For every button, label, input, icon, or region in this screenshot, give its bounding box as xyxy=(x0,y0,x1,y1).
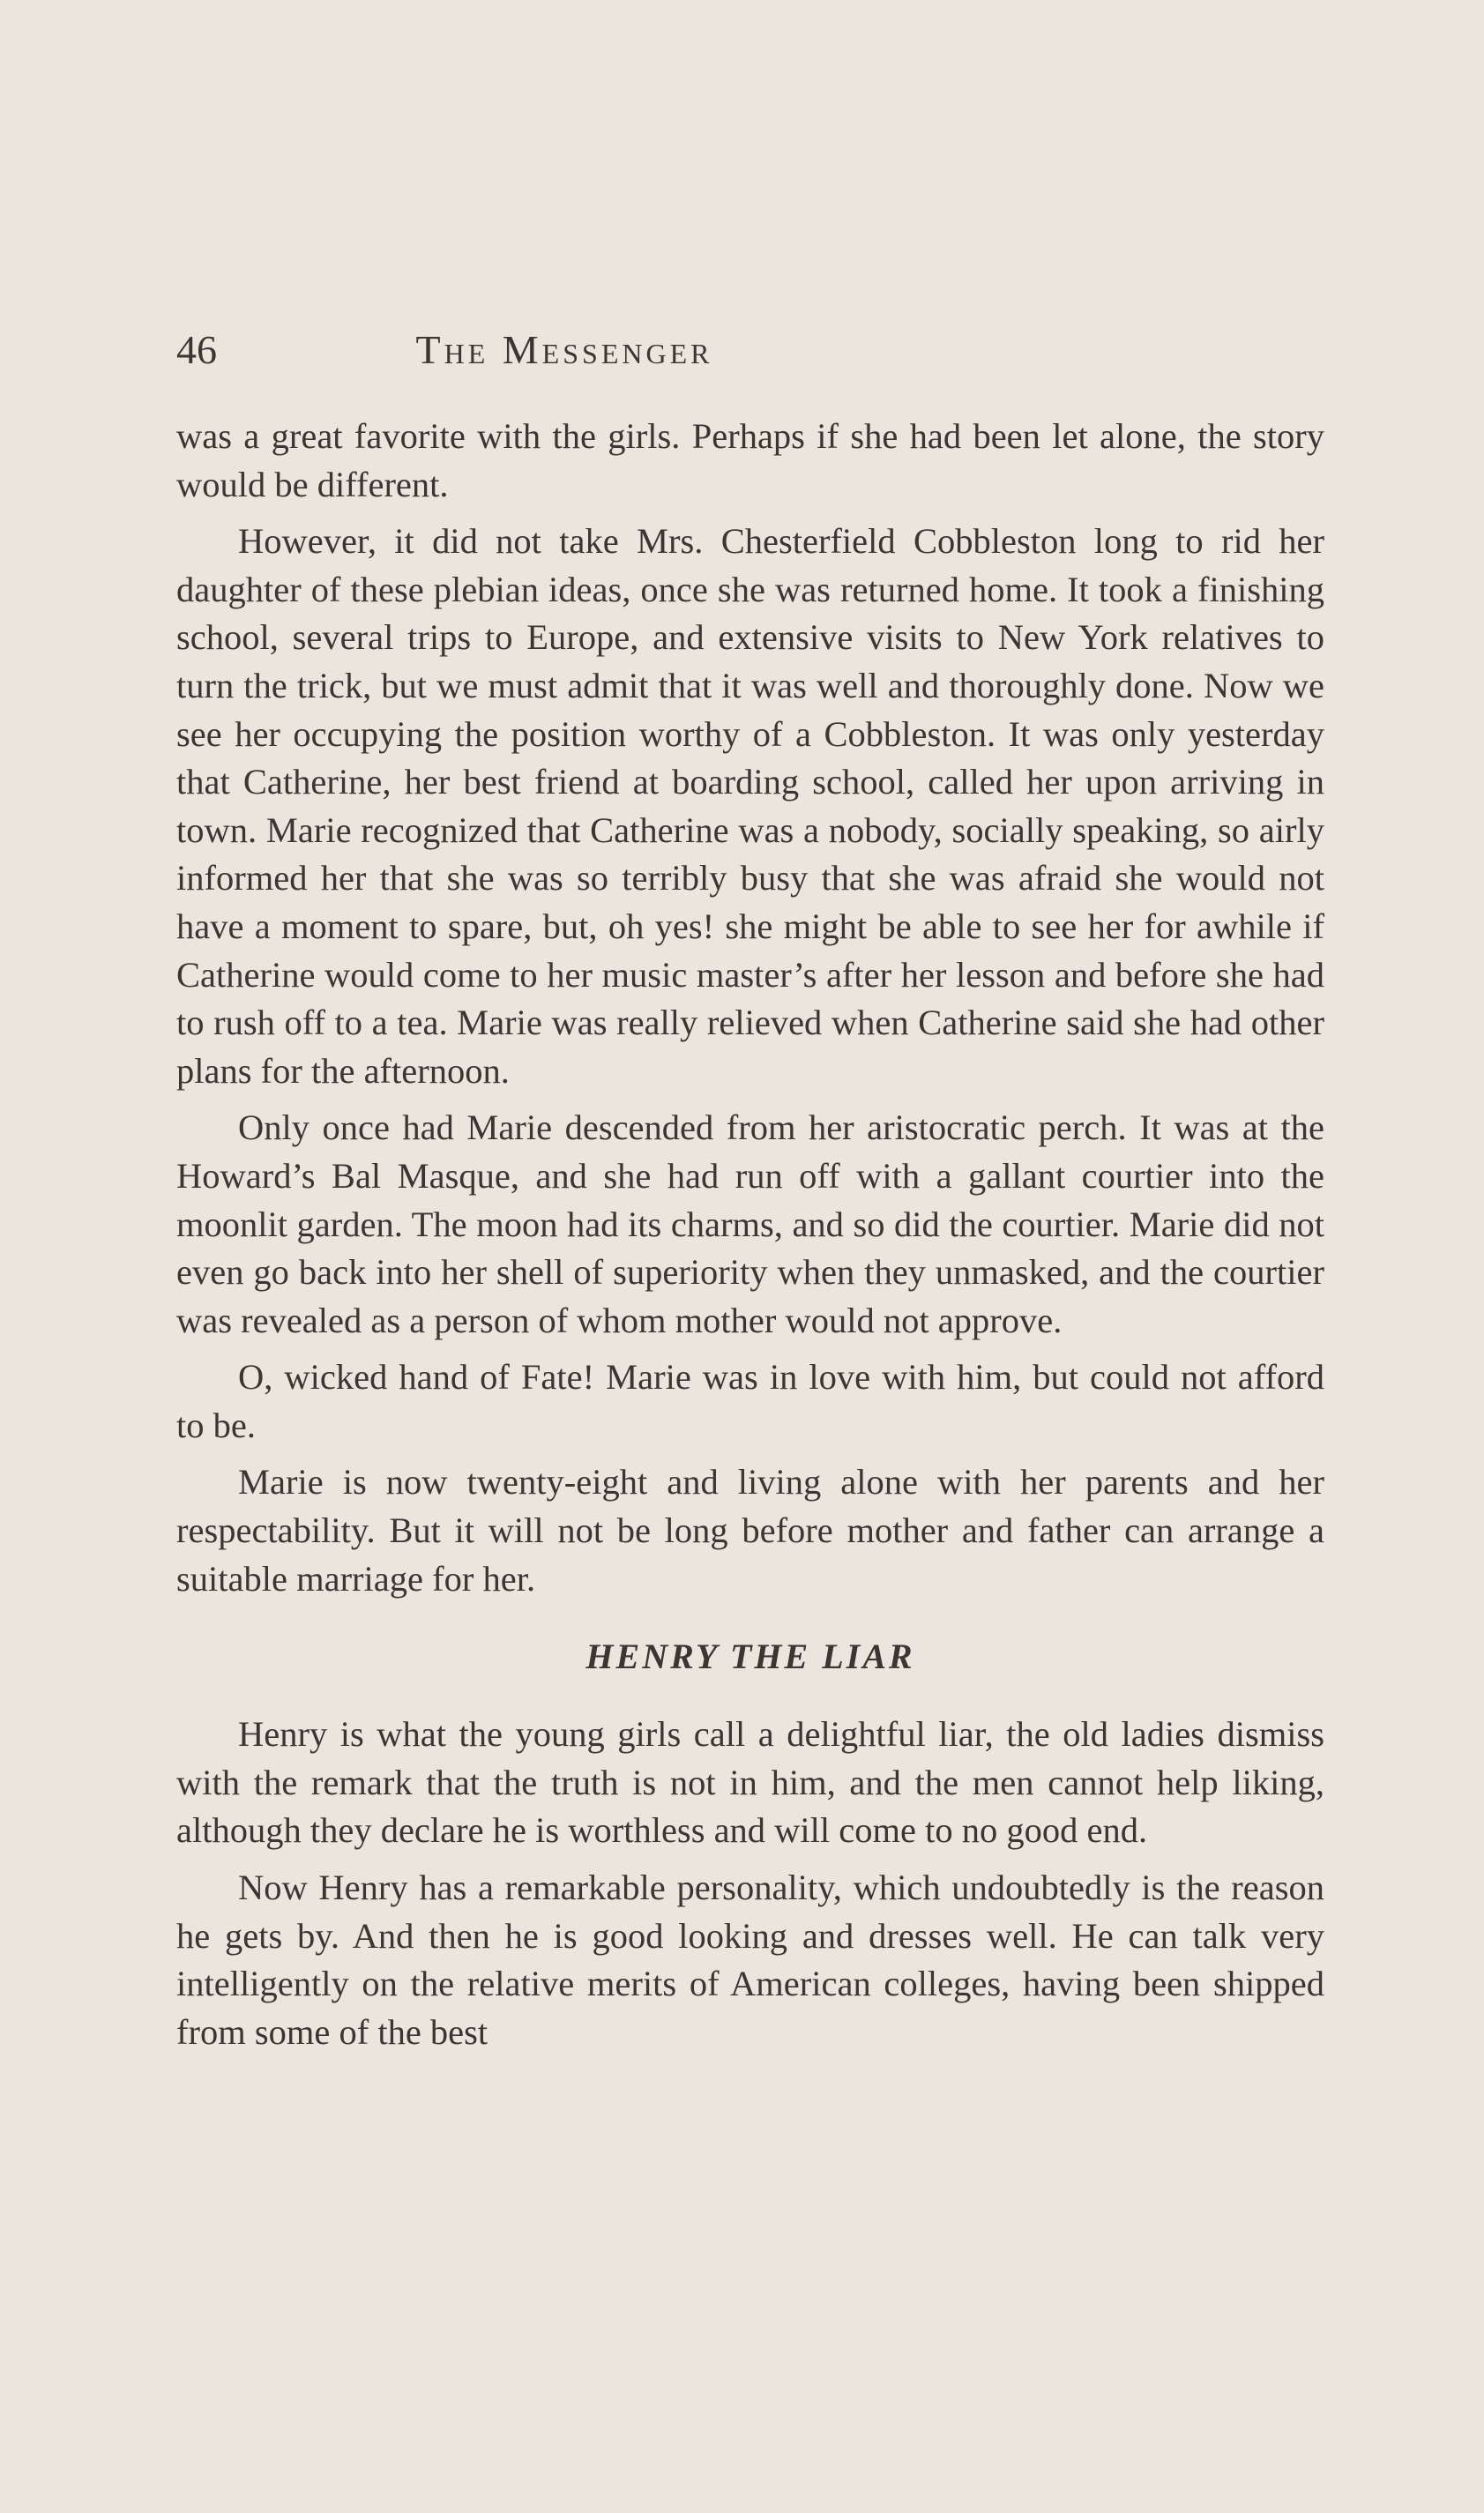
paragraph: Now Henry has a remarkable personality, which undoubtedly is the reason he gets by. And then he is good looking and dresses well. He can talk very intelligently on the relative merits of American colleges, having been shipped from some of the best xyxy=(176,1868,1324,2052)
section-title: HENRY THE LIAR xyxy=(585,1637,915,1677)
paragraph: However, it did not take Mrs. Chesterfield Cobbleston long to rid her daughter of these plebian ideas, once she was returned home. It took a finishing school, several trips to Europe, and extensive visits to New York relatives to turn the trick, but we must admit that it was well and thoroughly done. Now we see her occupying the position worthy of a Cobbleston. It was only yesterday that Catherine, her best friend at boarding school, called her upon arriving in town. Marie recognized that Catherine was a nobody, socially speaking, so airly informed her that she was so terribly busy that she was afraid she would not have a moment to spare, but, oh yes! she might be able to see her for awhile if Catherine would come to her music master’s after her lesson and before she had to rush off to a tea. Marie was really relieved when Catherine said she had other plans for the afternoon. xyxy=(176,521,1324,1091)
running-head xyxy=(176,319,952,381)
paragraph: Only once had Marie descended from her aristocratic perch. It was at the Howard’s Bal Masque, and she had run off with a gallant courtier into the moonlit garden. The moon had its charms, and so did the courtier. Marie did not even go back into her shell of superiority when they unmasked, and the courtier was revealed as a person of whom mother would not approve. xyxy=(176,1107,1324,1340)
paragraph: Marie is now twenty-eight and living alone with her parents and her respectability. But it will not be long before mother and father can arrange a suitable marriage for her. xyxy=(176,1462,1324,1599)
paragraph-continuation: was a great favorite with the girls. Perhaps if she had been let alone, the story would be different. xyxy=(176,416,1324,504)
paragraph: Henry is what the young girls call a delightful liar, the old ladies dismiss with the remark that the truth is not in him, and the men cannot help liking, although they declare he is worthless and will come to no good end. xyxy=(176,1714,1324,1851)
page-number: 46 xyxy=(176,327,217,372)
journal-title: The Messenger xyxy=(415,327,713,372)
body-text xyxy=(176,413,1324,2065)
paragraph: O, wicked hand of Fate! Marie was in love with him, but could not afford to be. xyxy=(176,1357,1324,1445)
